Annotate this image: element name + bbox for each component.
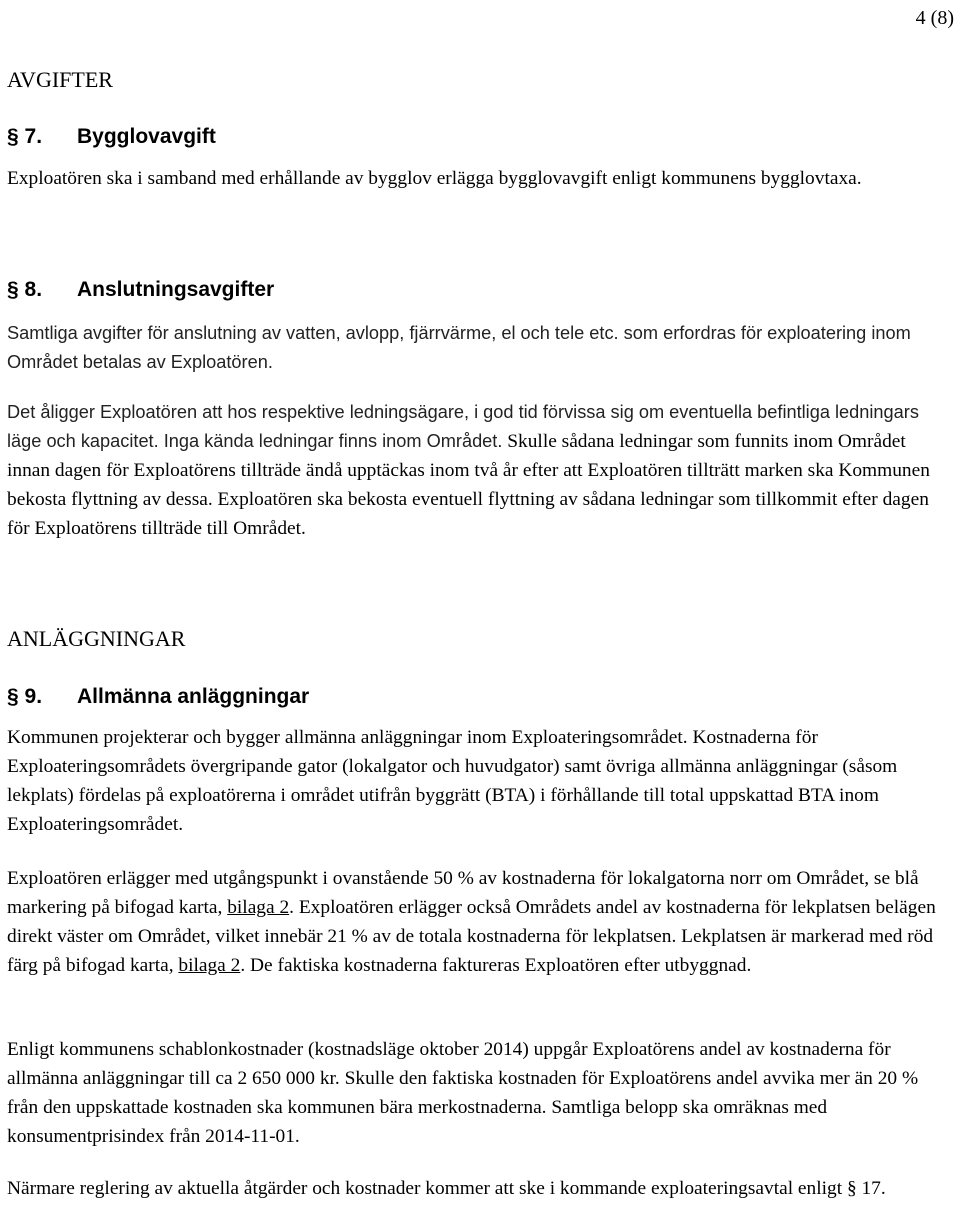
paragraph-number: § 9. <box>7 685 43 708</box>
paragraph-8-text-2a: Det åligger Exploatören att hos respektive ledningsägare, i god tid förvissa sig om eventuella befintliga ledningars läge och kapacitet. Inga kända ledningar finns inom Området. <box>7 402 919 451</box>
bilaga-2-link[interactable]: bilaga 2 <box>227 897 290 918</box>
paragraph-8-text-2 <box>7 398 953 543</box>
section-heading-anlaggningar: ANLÄGGNINGAR <box>7 626 186 651</box>
paragraph-8-text-1: Samtliga avgifter för anslutning av vatten, avlopp, fjärrvärme, el och tele etc. som erfordras för exploatering inom Området betalas av Exploatören. <box>7 323 911 372</box>
section-heading-avgifter: AVGIFTER <box>7 67 113 92</box>
paragraph-9-text-4: Närmare reglering av aktuella åtgärder och kostnader kommer att ske i kommande exploateringsavtal enligt § 17. <box>7 1178 886 1199</box>
paragraph-title: Anslutningsavgifter <box>77 278 275 301</box>
paragraph-9-text-2b: . Exploatören erlägger också Områdets andel av kostnaderna för lekplatsen belägen direkt väster om Området, vilket innebär 21 % av de totala kostnaderna för lekplatsen. Lekplatsen är markerad med röd färg på bifogad karta, <box>7 897 936 976</box>
paragraph-number: § 8. <box>7 278 43 301</box>
paragraph-8-text-2b: Skulle sådana ledningar som funnits inom Området innan dagen för Exploatörens tillträde ändå upptäckas inom två år efter att Exploatören tillträtt marken ska Kommunen bekosta flyttning av dessa. Exploatören ska bekosta eventuell flyttning av sådana ledningar som tillkommit efter dagen för Exploatörens tillträde till Området. <box>7 431 930 539</box>
paragraph-heading-8 <box>7 276 274 304</box>
paragraph-title: Bygglovavgift <box>77 125 216 148</box>
paragraph-title: Allmänna anläggningar <box>77 685 310 708</box>
page-number: 4 (8) <box>915 7 954 29</box>
paragraph-heading-7 <box>7 123 216 151</box>
bilaga-2-link[interactable]: bilaga 2 <box>178 955 241 976</box>
paragraph-9-text-2a: Exploatören erlägger med utgångspunkt i ovanstående 50 % av kostnaderna för lokalgatorna norr om Området, se blå markering på bifogad karta, <box>7 868 919 918</box>
paragraph-9-text-2 <box>7 864 953 980</box>
paragraph-7-text: Exploatören ska i samband med erhållande av bygglov erlägga bygglovavgift enligt kommunens bygglovtaxa. <box>7 168 862 189</box>
paragraph-9-text-2c: . De faktiska kostnaderna faktureras Exploatören efter utbyggnad. <box>240 955 752 976</box>
paragraph-9-text-3: Enligt kommunens schablonkostnader (kostnadsläge oktober 2014) uppgår Exploatörens andel av kostnaderna för allmänna anläggningar till ca 2 650 000 kr. Skulle den faktiska kostnaden för Exploatörens andel avvika mer än 20 % från den uppskattade kostnaden ska kommunen bära merkostnaderna. Samtliga belopp ska omräknas med konsumentprisindex från 2014-11-01. <box>7 1039 919 1147</box>
paragraph-9-text-1: Kommunen projekterar och bygger allmänna anläggningar inom Exploateringsområdet. Kostnaderna för Exploateringsområdets övergripande gator (lokalgator och huvudgator) samt övriga allmänna anläggningar (såsom lekplats) fördelas på exploatörerna i området utifrån byggrätt (BTA) i förhållande till total uppskattad BTA inom Exploateringsområdet. <box>7 727 898 835</box>
paragraph-heading-9 <box>7 683 309 711</box>
paragraph-number: § 7. <box>7 125 43 148</box>
